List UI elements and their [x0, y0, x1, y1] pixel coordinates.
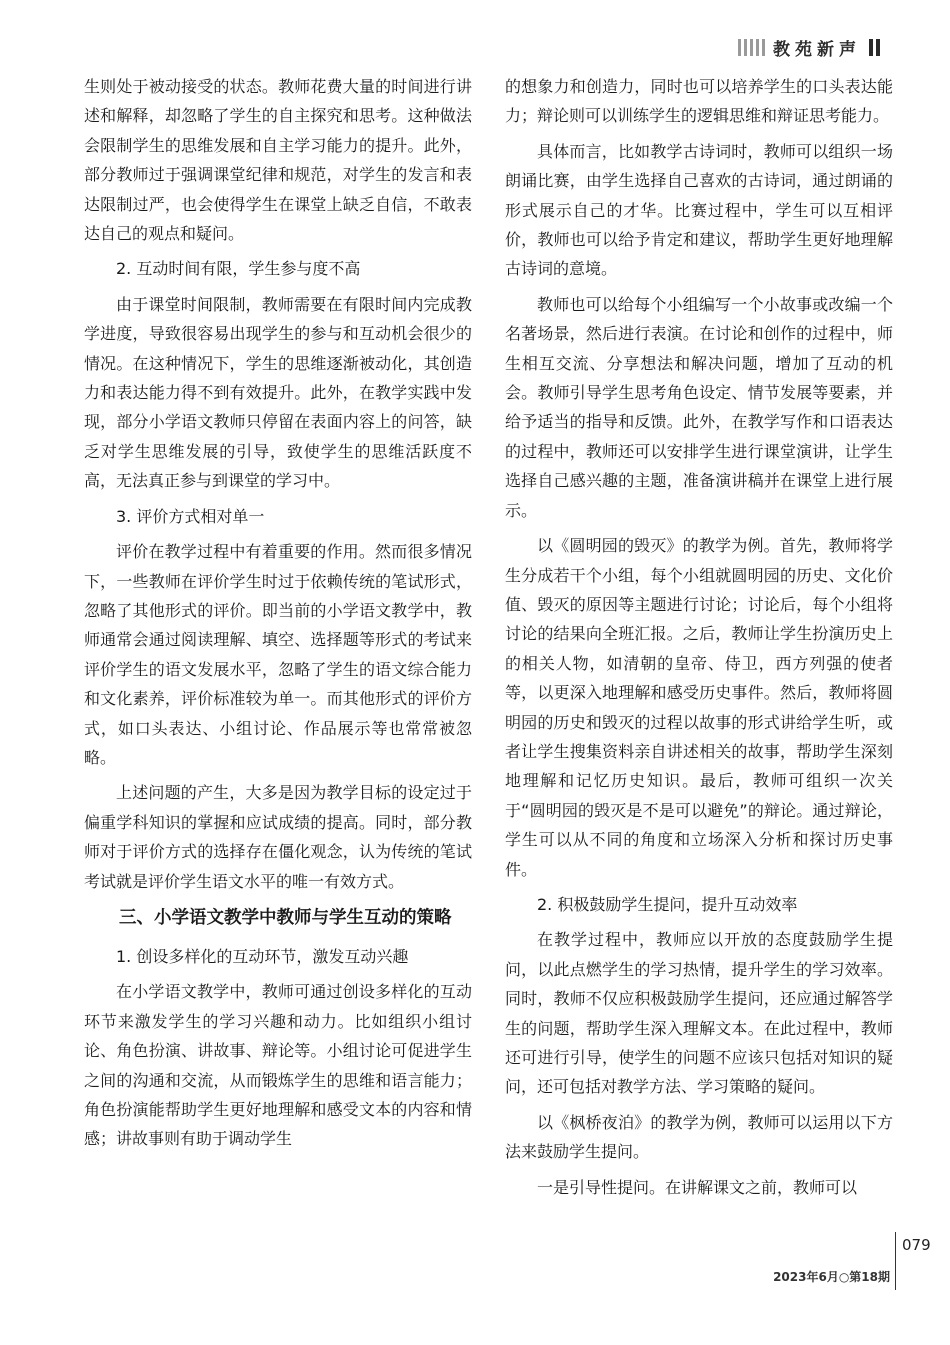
right-column	[505, 72, 893, 1208]
paragraph: 上述问题的产生，大多是因为教学目标的设定过于偏重学科知识的掌握和应试成绩的提高。同时，部分教师对于评价方式的选择存在僵化观念，认为传统的笔试考试就是评价学生语文水平的唯一有效方式。	[84, 783, 472, 891]
subheading: 2. 积极鼓励学生提问，提升互动效率	[537, 894, 798, 914]
paragraph: 的想象力和创造力，同时也可以培养学生的口头表达能力；辩论则可以训练学生的逻辑思维和辩证思考能力。	[505, 77, 893, 126]
journal-header	[738, 36, 880, 58]
paragraph: 由于课堂时间限制，教师需要在有限时间内完成教学进度，导致很容易出现学生的参与和互动机会很少的情况。在这种情况下，学生的思维逐渐被动化，其创造力和表达能力得不到有效提升。此外，在教学实践中发现，部分小学语文教师只停留在表面内容上的问答，缺乏对学生思维发展的引导，致使学生的思维活跃度不高，无法真正参与到课堂的学习中。	[84, 294, 472, 491]
left-column	[84, 72, 472, 1160]
subheading: 1. 创设多样化的互动环节，激发互动兴趣	[116, 946, 409, 966]
header-decoration-bars-right	[869, 39, 880, 56]
paragraph: 在小学语文教学中，教师可通过创设多样化的互动环节来激发学生的学习兴趣和动力。比如组织小组讨论、角色扮演、讲故事、辩论等。小组讨论可促进学生之间的沟通和交流，从而锻炼学生的思维和语言能力；角色扮演能帮助学生更好地理解和感受文本的内容和情感；讲故事则有助于调动学生	[84, 982, 472, 1149]
subheading: 3. 评价方式相对单一	[116, 506, 265, 526]
page-marker-line	[895, 1232, 896, 1290]
paragraph: 以《圆明园的毁灭》的教学为例。首先，教师将学生分成若干个小组，每个小组就圆明园的历史、文化价值、毁灭的原因等主题进行讨论；讨论后，每个小组将讨论的结果向全班汇报。之后，教师让学生扮演历史上的相关人物，如清朝的皇帝、侍卫，西方列强的使者等，以更深入地理解和感受历史事件。然后，教师将圆明园的历史和毁灭的过程以故事的形式讲给学生听，或者让学生搜集资料亲自讲述相关的故事，帮助学生深刻地理解和记忆历史知识。最后，教师可组织一次关于“圆明园的毁灭是不是可以避免”的辩论。通过辩论，学生可以从不同的角度和立场深入分析和探讨历史事件。	[505, 536, 893, 879]
paragraph: 具体而言，比如教学古诗词时，教师可以组织一场朗诵比赛，由学生选择自己喜欢的古诗词，通过朗诵的形式展示自己的才华。比赛过程中，学生可以互相评价，教师也可以给予肯定和建议，帮助学生更好地理解古诗词的意境。	[505, 141, 893, 279]
paragraph: 以《枫桥夜泊》的教学为例，教师可以运用以下方法来鼓励学生提问。	[505, 1112, 893, 1162]
issue-date: 2023年6月○第18期	[773, 1270, 890, 1284]
page-number: 079	[902, 1236, 931, 1254]
paragraph: 教师也可以给每个小组编写一个小故事或改编一个名著场景，然后进行表演。在讨论和创作的过程中，师生相互交流、分享想法和解决问题，增加了互动的机会。教师引导学生思考角色设定、情节发展等要素，并给予适当的指导和反馈。此外，在教学写作和口语表达的过程中，教师还可以安排学生进行课堂演讲，让学生选择自己感兴趣的主题，准备演讲稿并在课堂上进行展示。	[505, 294, 893, 520]
header-decoration-bars	[738, 39, 765, 56]
paragraph: 生则处于被动接受的状态。教师花费大量的时间进行讲述和解释，却忽略了学生的自主探究和思考。这种做法会限制学生的思维发展和自主学习能力的提升。此外，部分教师过于强调课堂纪律和规范，对学生的发言和表达限制过严，也会使得学生在课堂上缺乏自信，不敢表达自己的观点和疑问。	[84, 77, 472, 244]
section-heading: 三、小学语文教学中教师与学生互动的策略	[119, 907, 452, 928]
paragraph: 评价在教学过程中有着重要的作用。然而很多情况下，一些教师在评价学生时过于依赖传统的笔试形式，忽略了其他形式的评价。即当前的小学语文教学中，教师通常会通过阅读理解、填空、选择题等形式的考试来评价学生的语文发展水平，忽略了学生的语文综合能力和文化素养，评价标准较为单一。而其他形式的评价方式，如口头表达、小组讨论、作品展示等也常常被忽略。	[84, 542, 472, 767]
paragraph: 在教学过程中，教师应以开放的态度鼓励学生提问，以此点燃学生的学习热情，提升学生的学习效率。同时，教师不仅应积极鼓励学生提问，还应通过解答学生的问题，帮助学生深入理解文本。在此过程中，教师还可进行引导，使学生的问题不应该只包括对知识的疑问，还可包括对教学方法、学习策略的疑问。	[505, 930, 893, 1097]
paragraph: 一是引导性提问。在讲解课文之前，教师可以	[537, 1177, 858, 1197]
journal-column-title: 教苑新声	[773, 39, 861, 60]
subheading: 2. 互动时间有限，学生参与度不高	[116, 259, 361, 279]
